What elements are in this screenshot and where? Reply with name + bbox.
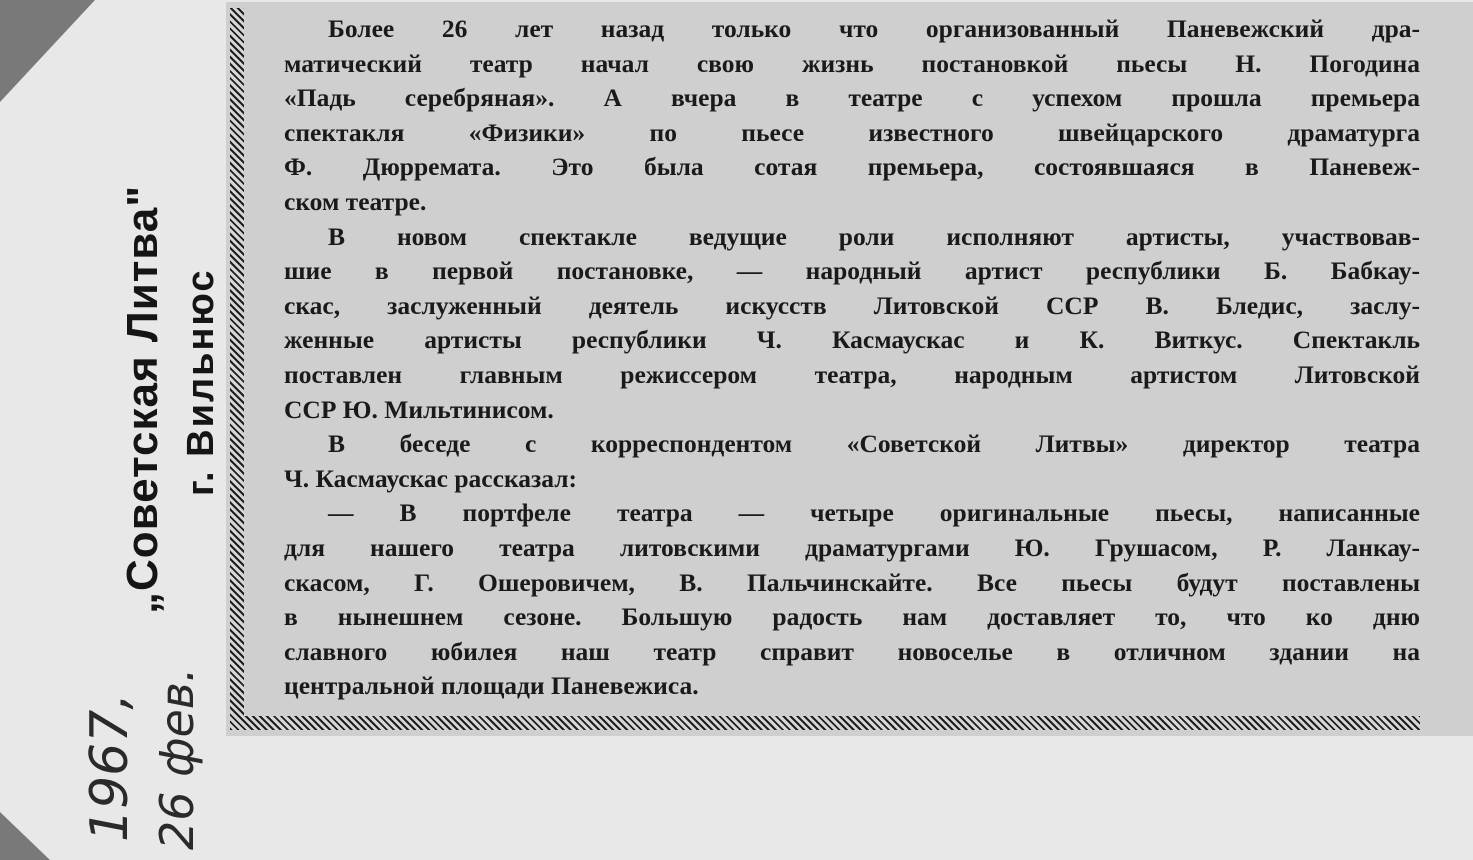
article-line: женные артисты республики Ч. Касмаускас и К. Виткус. Спектакль <box>284 325 1420 355</box>
article-line: матический театр начал свою жизнь постановкой пьесы Н. Погодина <box>284 48 1420 78</box>
article-paragraph-2 <box>284 220 1420 428</box>
side-label <box>0 0 222 850</box>
article-line: спектакля «Физики» по пьесе известного швейцарского драматурга <box>284 117 1420 147</box>
article-line: шие в первой постановке, — народный артист республики Б. Бабкау- <box>284 256 1420 286</box>
article-line: для нашего театра литовскими драматургами Ю. Грушасом, Р. Ланкау- <box>284 532 1420 562</box>
handwritten-year: 1967, <box>80 693 140 842</box>
article-line: ССР Ю. Мильтинисом. <box>284 394 554 424</box>
article-paragraph-4 <box>284 496 1420 704</box>
article-line: Ф. Дюрремата. Это была сотая премьера, состоявшаяся в Паневеж- <box>284 152 1420 182</box>
article-paragraph-1 <box>284 12 1420 220</box>
article-line: славного юбилея наш театр справит новоселье в отличном здании на <box>284 636 1420 666</box>
article-line: В беседе с корреспондентом «Советской Литвы» директор театра <box>328 429 1420 459</box>
article-line: в нынешнем сезоне. Большую радость нам доставляет то, что ко дню <box>284 602 1420 632</box>
article-paragraph-3 <box>284 427 1420 496</box>
article-line: скасом, Г. Ошеровичем, В. Пальчинскайте. Все пьесы будут поставлены <box>284 567 1420 597</box>
clipping-border-bottom <box>230 716 1420 730</box>
article-line: поставлен главным режиссером театра, народным артистом Литовской <box>284 359 1420 389</box>
city-name: г. Вильнюс <box>180 268 222 496</box>
article-line: — В портфеле театра — четыре оригинальные пьесы, написанные <box>328 498 1420 528</box>
article-line: Более 26 лет назад только что организованный Паневежский дра- <box>328 14 1420 43</box>
article-body <box>284 12 1420 704</box>
article-line: ском театре. <box>284 186 427 216</box>
article-line: В новом спектакле ведущие роли исполняют артисты, участвовав- <box>328 221 1420 251</box>
handwritten-date: 26 фев. <box>150 667 204 850</box>
article-line: скас, заслуженный деятель искусств Литовской ССР В. Бледис, заслу- <box>284 290 1420 320</box>
article-line: «Падь серебряная». А вчера в театре с успехом прошла премьера <box>284 83 1420 113</box>
publication-name: „Советская Литва" <box>118 184 167 614</box>
article-line: Ч. Касмаускас рассказал: <box>284 463 578 493</box>
clipping-border-left <box>230 8 244 730</box>
article-line: центральной площади Паневежиса. <box>284 671 699 701</box>
